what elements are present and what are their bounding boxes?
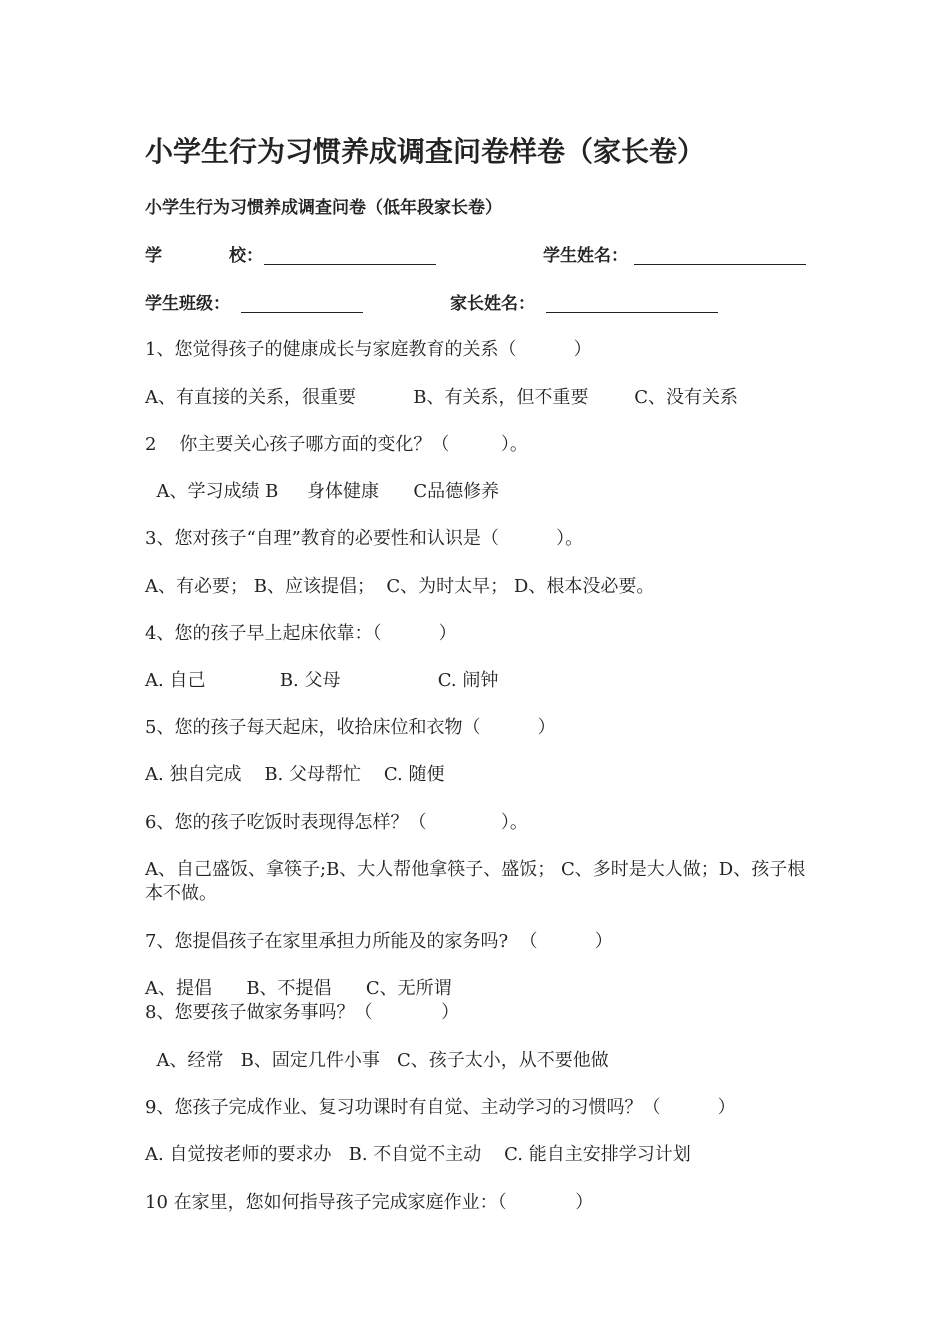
question-6: 6、您的孩子吃饭时表现得怎样？（ ）。 [145, 812, 528, 833]
question-9: 9、您孩子完成作业、复习功课时有自觉、主动学习的习惯吗？（ ） [145, 1097, 736, 1118]
school-label-char1: 学 [145, 246, 162, 266]
question-3: 3、您对孩子“自理”教育的必要性和认识是（ ）。 [145, 528, 584, 549]
question-8-options: A、经常 B、固定几件小事 C、孩子太小，从不要他做 [145, 1050, 609, 1071]
page-title: 小学生行为习惯养成调查问卷样卷（家长卷） [145, 135, 706, 168]
parent-name-blank[interactable] [546, 294, 718, 313]
question-5-options: A. 独自完成 B. 父母帮忙 C. 随便 [145, 764, 445, 785]
school-blank[interactable] [264, 246, 436, 265]
question-1: 1、您觉得孩子的健康成长与家庭教育的关系（ ） [145, 339, 592, 360]
question-10: 10 在家里，您如何指导孩子完成家庭作业：（ ） [145, 1192, 594, 1213]
question-4: 4、您的孩子早上起床依靠：（ ） [145, 623, 457, 644]
question-2: 2 你主要关心孩子哪方面的变化？（ ）。 [145, 434, 528, 455]
student-name-blank[interactable] [634, 246, 806, 265]
question-9-options: A. 自觉按老师的要求办 B. 不自觉不主动 C. 能自主安排学习计划 [145, 1144, 691, 1165]
question-1-options: A、有直接的关系，很重要 B、有关系，但不重要 C、没有关系 [145, 387, 738, 408]
question-7-options: A、提倡 B、不提倡 C、无所谓 [145, 978, 452, 999]
school-label-char2: 校： [229, 246, 263, 266]
question-8: 8、您要孩子做家务事吗？（ ） [145, 1002, 460, 1023]
page-subtitle: 小学生行为习惯养成调查问卷（低年段家长卷） [145, 198, 502, 218]
student-class-blank[interactable] [241, 294, 363, 313]
question-6-options: A、自己盛饭、拿筷子;B、大人帮他拿筷子、盛饭； C、多时是大人做；D、孩子根本不做。 [145, 859, 806, 904]
student-name-label: 学生姓名： [543, 246, 628, 266]
question-5: 5、您的孩子每天起床，收拾床位和衣物（ ） [145, 717, 556, 738]
question-4-options: A. 自己 B. 父母 C. 闹钟 [145, 670, 499, 691]
student-class-label: 学生班级： [145, 294, 230, 314]
question-7: 7、您提倡孩子在家里承担力所能及的家务吗? （ ） [145, 931, 613, 952]
parent-name-label: 家长姓名： [450, 294, 535, 314]
question-2-options: A、学习成绩 B 身体健康 C品德修养 [145, 481, 500, 502]
question-3-options: A、有必要； B、应该提倡； C、为时太早； D、根本没必要。 [145, 576, 655, 597]
